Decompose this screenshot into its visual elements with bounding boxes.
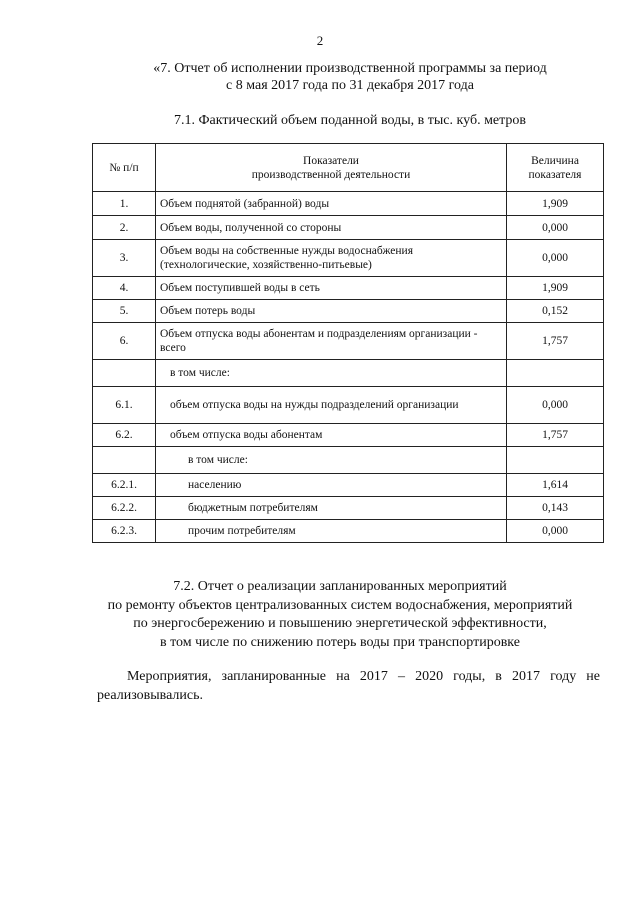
table-row <box>93 240 604 277</box>
table-row <box>93 387 604 424</box>
row-num <box>93 360 156 387</box>
table-row <box>93 497 604 520</box>
row-name: Объем воды, полученной со стороны <box>156 216 507 240</box>
row-name: Объем поступившей воды в сеть <box>156 277 507 300</box>
table-row <box>93 192 604 216</box>
row-name: объем отпуска воды на нужды подразделений организации <box>156 387 507 424</box>
section-heading-line2: по ремонту объектов централизованных систем водоснабжения, мероприятий <box>107 597 573 613</box>
row-value: 0,000 <box>507 216 604 240</box>
row-value: 0,152 <box>507 300 604 323</box>
row-name: населению <box>156 474 507 497</box>
row-num: 1. <box>93 192 156 216</box>
row-num: 6.2.1. <box>93 474 156 497</box>
section-heading-line3: по энергосбережению и повышению энергетической эффективности, <box>133 616 547 631</box>
table-row <box>93 520 604 543</box>
row-num: 5. <box>93 300 156 323</box>
report-heading-line2: с 8 мая 2017 года по 31 декабря 2017 года <box>226 78 474 93</box>
table-row <box>93 300 604 323</box>
row-value: 1,757 <box>507 424 604 447</box>
table-header-row <box>93 144 604 192</box>
header-name-line2: производственной деятельности <box>251 168 411 181</box>
row-name: Объем отпуска воды абонентам и подразделениям организации - всего <box>156 323 507 360</box>
section-heading-line1: 7.2. Отчет о реализации запланированных мероприятий <box>173 579 507 594</box>
table-row <box>93 474 604 497</box>
row-value: 0,143 <box>507 497 604 520</box>
row-value <box>507 360 604 387</box>
report-heading-line1: «7. Отчет об исполнении производственной программы за период <box>153 61 547 76</box>
row-value: 1,757 <box>507 323 604 360</box>
water-volume-table <box>92 143 604 543</box>
row-name: Объем потерь воды <box>156 300 507 323</box>
table-row <box>93 277 604 300</box>
row-name: Объем воды на собственные нужды водоснабжения (технологические, хозяйственно-питьевые) <box>156 240 507 277</box>
row-num: 6. <box>93 323 156 360</box>
section-heading-line4: в том числе по снижению потерь воды при транспортировке <box>160 634 520 650</box>
row-value <box>507 447 604 474</box>
page-number: 2 <box>316 33 324 48</box>
row-value: 1,614 <box>507 474 604 497</box>
row-value: 1,909 <box>507 277 604 300</box>
row-value: 0,000 <box>507 240 604 277</box>
row-name: прочим потребителям <box>156 520 507 543</box>
body-paragraph: Мероприятия, запланированные на 2017 – 2020 годы, в 2017 году не реализовывались. <box>97 669 600 703</box>
row-value: 1,909 <box>507 192 604 216</box>
section-heading-7-2 <box>80 578 600 652</box>
row-num: 2. <box>93 216 156 240</box>
table-row <box>93 323 604 360</box>
table-title: 7.1. Фактический объем поданной воды, в тыс. куб. метров <box>173 113 527 128</box>
row-num: 4. <box>93 277 156 300</box>
row-num: 3. <box>93 240 156 277</box>
row-name: бюджетным потребителям <box>156 497 507 520</box>
table-row <box>93 216 604 240</box>
table-row <box>93 447 604 474</box>
row-num: 6.2.2. <box>93 497 156 520</box>
header-num: № п/п <box>93 144 156 192</box>
report-heading <box>100 60 600 94</box>
row-name: Объем поднятой (забранной) воды <box>156 192 507 216</box>
table-row <box>93 360 604 387</box>
header-name-line1: Показатели <box>303 154 359 167</box>
header-value <box>507 144 604 192</box>
header-name <box>156 144 507 192</box>
header-value-line2: показателя <box>528 168 582 181</box>
header-value-line1: Величина <box>531 154 579 167</box>
row-value: 0,000 <box>507 387 604 424</box>
row-num: 6.1. <box>93 387 156 424</box>
row-value: 0,000 <box>507 520 604 543</box>
table-row <box>93 424 604 447</box>
row-name: в том числе: <box>156 360 507 387</box>
row-name: объем отпуска воды абонентам <box>156 424 507 447</box>
row-name: в том числе: <box>156 447 507 474</box>
row-num: 6.2. <box>93 424 156 447</box>
row-num: 6.2.3. <box>93 520 156 543</box>
row-num <box>93 447 156 474</box>
